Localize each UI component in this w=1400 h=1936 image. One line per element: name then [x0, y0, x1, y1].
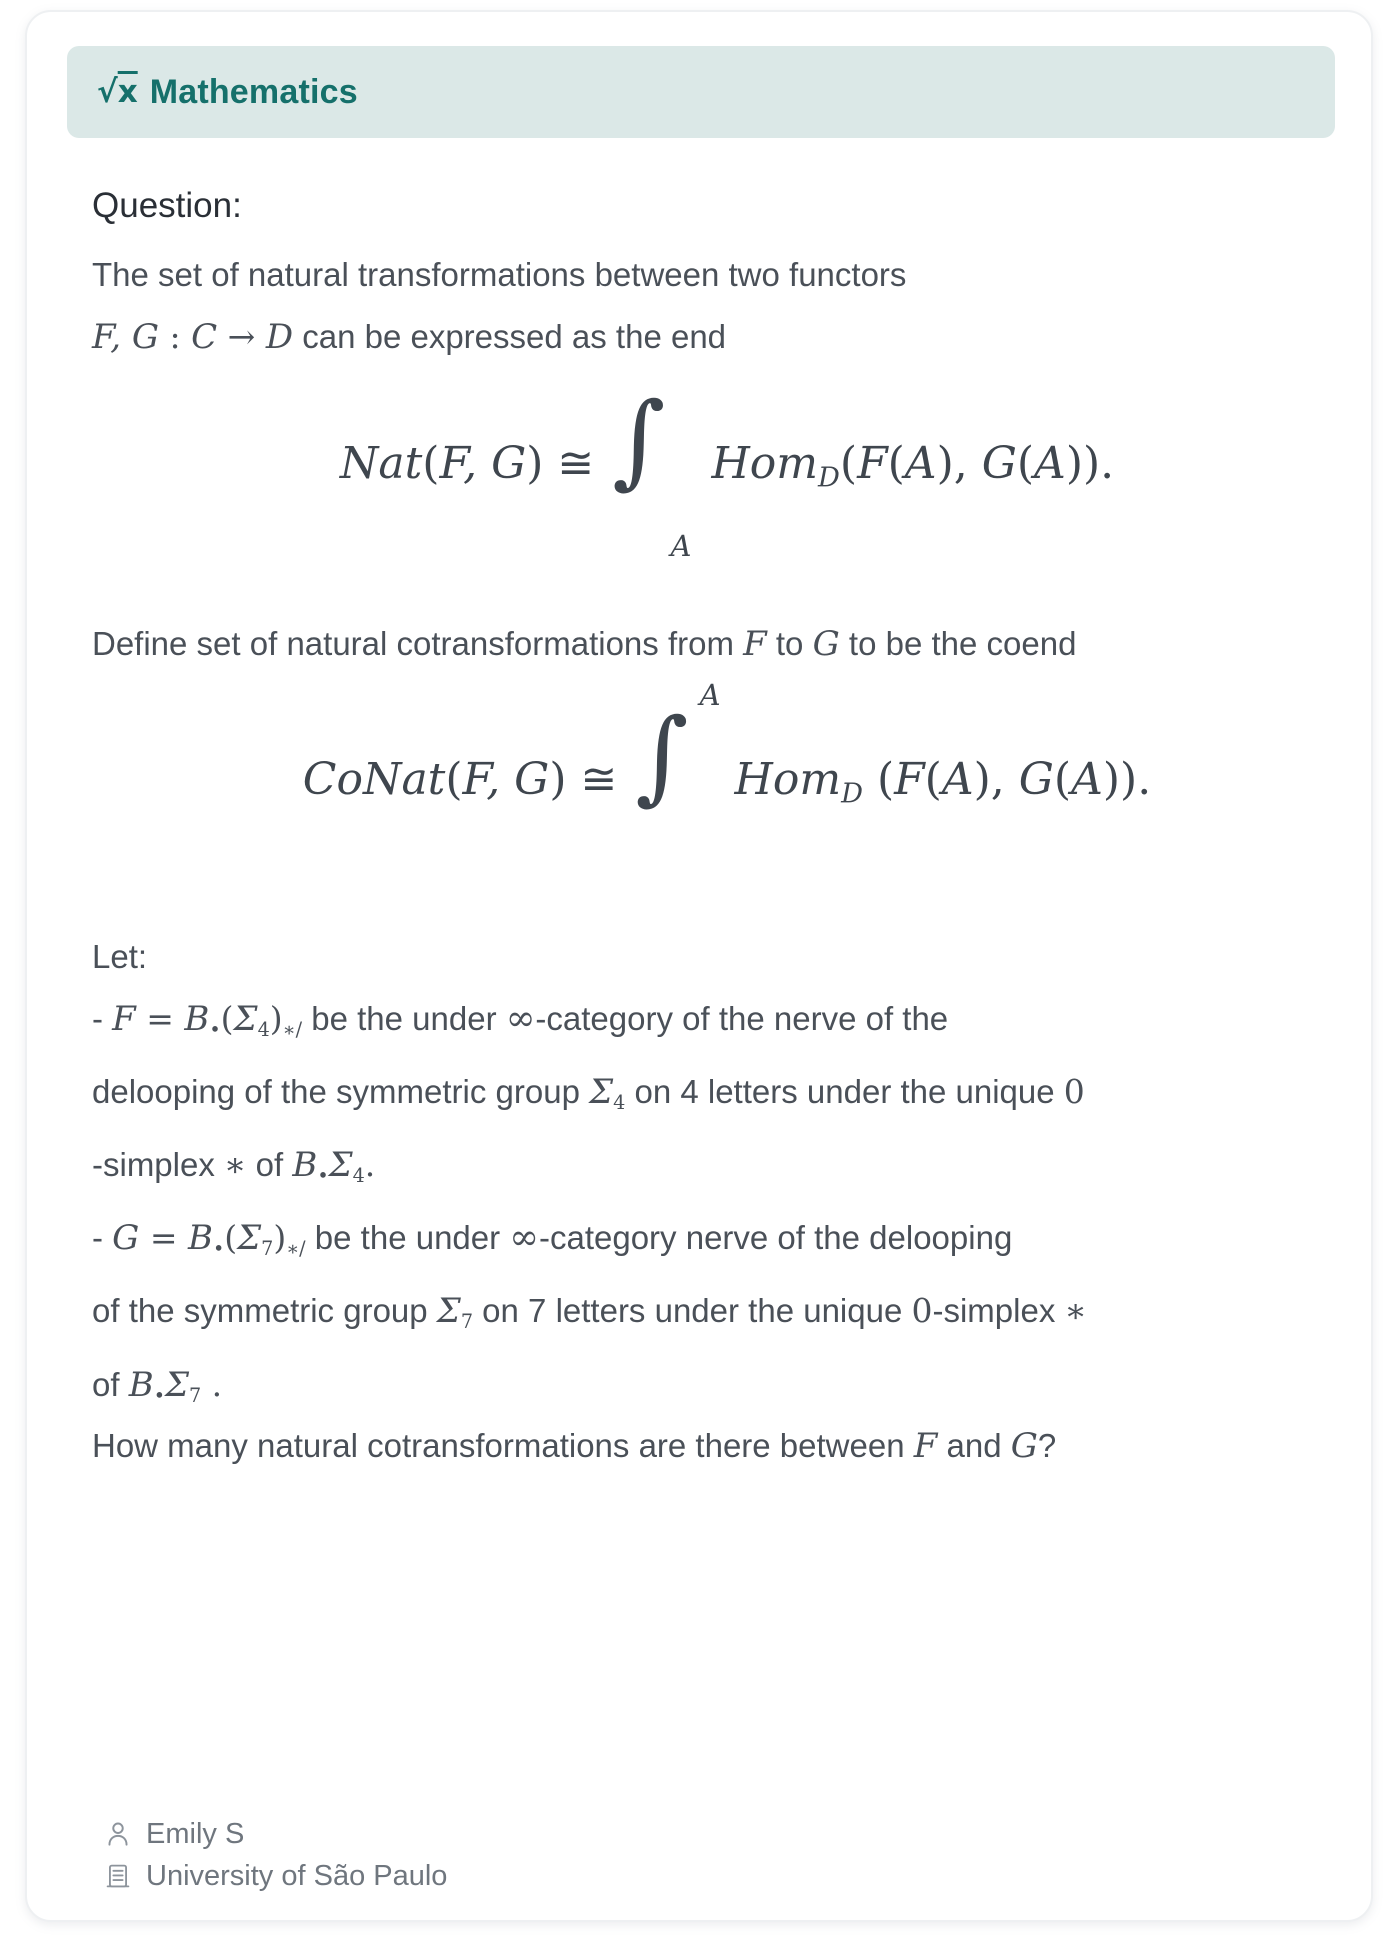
building-icon: [103, 1861, 133, 1891]
let-line: of B•Σ7 .: [92, 1364, 223, 1407]
question-card: [25, 10, 1373, 1922]
person-icon: [103, 1819, 133, 1849]
affiliation-row: [103, 1856, 447, 1896]
affiliation-name: University of São Paulo: [146, 1860, 448, 1892]
let-line: delooping of the symmetric group Σ4 on 4 letters under the unique 0: [92, 1072, 1085, 1115]
final-question: How many natural cotransformations are there between F and G?: [92, 1426, 1057, 1466]
let-line: Let:: [92, 938, 148, 975]
let-line: of the symmetric group Σ7 on 7 letters under the unique 0-simplex ∗: [92, 1291, 1087, 1334]
integral-sign: ∫ A: [612, 380, 692, 563]
define-paragraph: Define set of natural cotransformations from F to G to be the coend: [92, 624, 1077, 664]
end-formula: Nat(F, G) ≅ ∫ A HomD(F(A), G(A)).: [339, 380, 1115, 563]
intro-line-2: F, G : C → D can be expressed as the end: [92, 317, 727, 357]
let-line: - G = B•(Σ7)∗/ be the under ∞-category nerve of the delooping: [92, 1217, 1013, 1261]
integral-sign: ∫ A: [635, 677, 721, 816]
let-section: [92, 926, 1382, 1427]
intro-paragraph: [92, 244, 1382, 368]
intro-line-1: The set of natural transformations between two functors: [92, 256, 907, 293]
let-line: -simplex ∗ of B•Σ4.: [92, 1145, 376, 1188]
author-row: [103, 1814, 244, 1854]
subject-badge-label: Mathematics: [149, 72, 358, 111]
subject-badge: [67, 46, 1335, 138]
let-line: - F = B•(Σ4)∗/ be the under ∞-category of the nerve of the: [92, 998, 949, 1042]
sqrt-x-icon: √x: [97, 74, 138, 110]
author-name: Emily S: [146, 1818, 245, 1850]
question-heading: Question:: [92, 186, 242, 225]
coend-formula: CoNat(F, G) ≅ ∫ A HomD (F(A), G(A)).: [92, 700, 1362, 868]
